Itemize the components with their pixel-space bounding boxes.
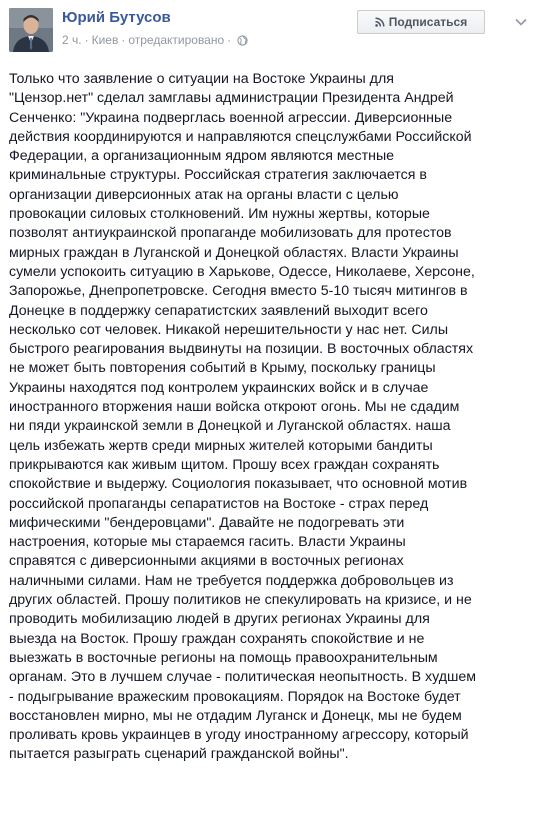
- follow-label: Подписаться: [388, 15, 468, 29]
- author-name[interactable]: Юрий Бутусов: [62, 9, 171, 26]
- post-text-line: спокойствие и выдержу. Социология показывает, что основной мотив: [9, 476, 468, 493]
- post-text-line: действия координируются и направляются спецслужбами Российской: [9, 128, 472, 145]
- post-header: [0, 0, 541, 60]
- post-text-line: выезжать в восточные регионы на помощь правоохранительным: [9, 649, 438, 666]
- meta-separator: ·: [121, 33, 126, 47]
- post-text-line: не может быть повторения событий в Крыму, поскольку границы: [9, 360, 436, 377]
- post-text-line: настроения, которые мы стараемся гасить. Власти Украины: [9, 534, 406, 551]
- post-text-line: Запорожье, Днепропетровске. Сегодня вместо 5-10 тысяч митингов в: [9, 283, 468, 300]
- meta-separator: ·: [84, 33, 89, 47]
- post-text-line: быстрого реагирования выдвинуты на позиции. В восточных областях: [9, 341, 474, 358]
- post-text-line: Донецке в поддержку сепаратистских заявлений выходит всего: [9, 302, 428, 319]
- post-text-line: Федерации, а организационным ядром являются местные: [9, 148, 395, 165]
- post-text-line: мифическими "бендеровцами". Давайте не подогревать эти: [9, 514, 405, 531]
- globe-icon[interactable]: [237, 35, 248, 46]
- post-text-line: организации диверсионных атак на органы власти с целью: [9, 186, 399, 203]
- post-text-line: Сенченко: "Украина подверглась военной агрессии. Диверсионные: [9, 109, 453, 126]
- post-text-line: наличными силами. Нам не требуется поддержка добровольцев из: [9, 572, 454, 589]
- post-text-line: выезда на Восток. Прошу граждан сохранять спокойствие и не: [9, 630, 425, 647]
- post-text-line: проводить мобилизацию людей в других регионах Украины для: [9, 611, 430, 628]
- post-text-line: справятся с диверсионными акциями в восточных регионах: [9, 553, 404, 570]
- post-text-line: провокации силовых столкновений. Им нужны жертвы, которые: [9, 206, 430, 223]
- post-text-line: проливать кровь украинцев в угоду иностранному агрессору, который: [9, 727, 469, 744]
- edited-label[interactable]: отредактировано: [128, 33, 225, 47]
- post-location[interactable]: Киев: [91, 33, 119, 47]
- meta-separator: ·: [227, 33, 232, 47]
- post-text-line: иностранного вторжения наши войска откроют огонь. Мы не сдадим: [9, 399, 460, 416]
- post-text-line: восстановлен мирно, мы не отдадим Луганск и Донецк, мы не будем: [9, 707, 462, 724]
- post-text-line: пытается разыграть сценарий гражданской войны".: [9, 746, 349, 763]
- post-text-line: - подыгрывание вражеским провокациям. Порядок на Востоке будет: [9, 688, 461, 705]
- post-text-line: позволят антиукраинской пропаганде мобилизовать для протестов: [9, 225, 452, 242]
- post-text-line: Только что заявление о ситуации на Востоке Украины для: [9, 71, 394, 87]
- post-text-line: других областей. Прошу политиков не спекулировать на кризисе, и не: [9, 592, 472, 609]
- post-text-line: "Цензор.нет" сделал замглавы администрации Президента Андрей: [9, 90, 454, 107]
- post-text-line: цель избежать жертв среди мирных жителей которыми бандиты: [9, 437, 433, 454]
- chevron-down-icon[interactable]: [513, 14, 529, 30]
- post-text-line: мирных граждан в Луганской и Донецкой областях. Власти Украины: [9, 244, 459, 261]
- rss-icon: [375, 17, 385, 27]
- post-text-line: криминальные структуры. Российская стратегия заключается в: [9, 167, 427, 184]
- avatar[interactable]: [9, 8, 53, 52]
- post-text-line: Украины находятся под контролем украинских войск и в случае: [9, 379, 429, 396]
- post-text-line: российской пропаганды сепаратистов на Востоке - страх перед: [9, 495, 429, 512]
- post-text: [9, 70, 531, 765]
- follow-button[interactable]: [357, 10, 485, 34]
- post-meta: [62, 33, 248, 47]
- post-text-line: ни пяди украинской земли в Донецкой и Луганской областях. наша: [9, 418, 451, 435]
- post-text-line: прикрываются как живым щитом. Прошу всех граждан сохранять: [9, 456, 440, 473]
- post-text-line: органам. Это в лучшем случае - политическая неопытность. В худшем: [9, 669, 477, 686]
- post-text-line: сумели успокоить ситуацию в Харькове, Одессе, Николаеве, Херсоне,: [9, 263, 475, 280]
- post-text-line: несколько сот человек. Никакой нерешительности у нас нет. Силы: [9, 321, 449, 338]
- post-time[interactable]: 2 ч.: [62, 33, 82, 47]
